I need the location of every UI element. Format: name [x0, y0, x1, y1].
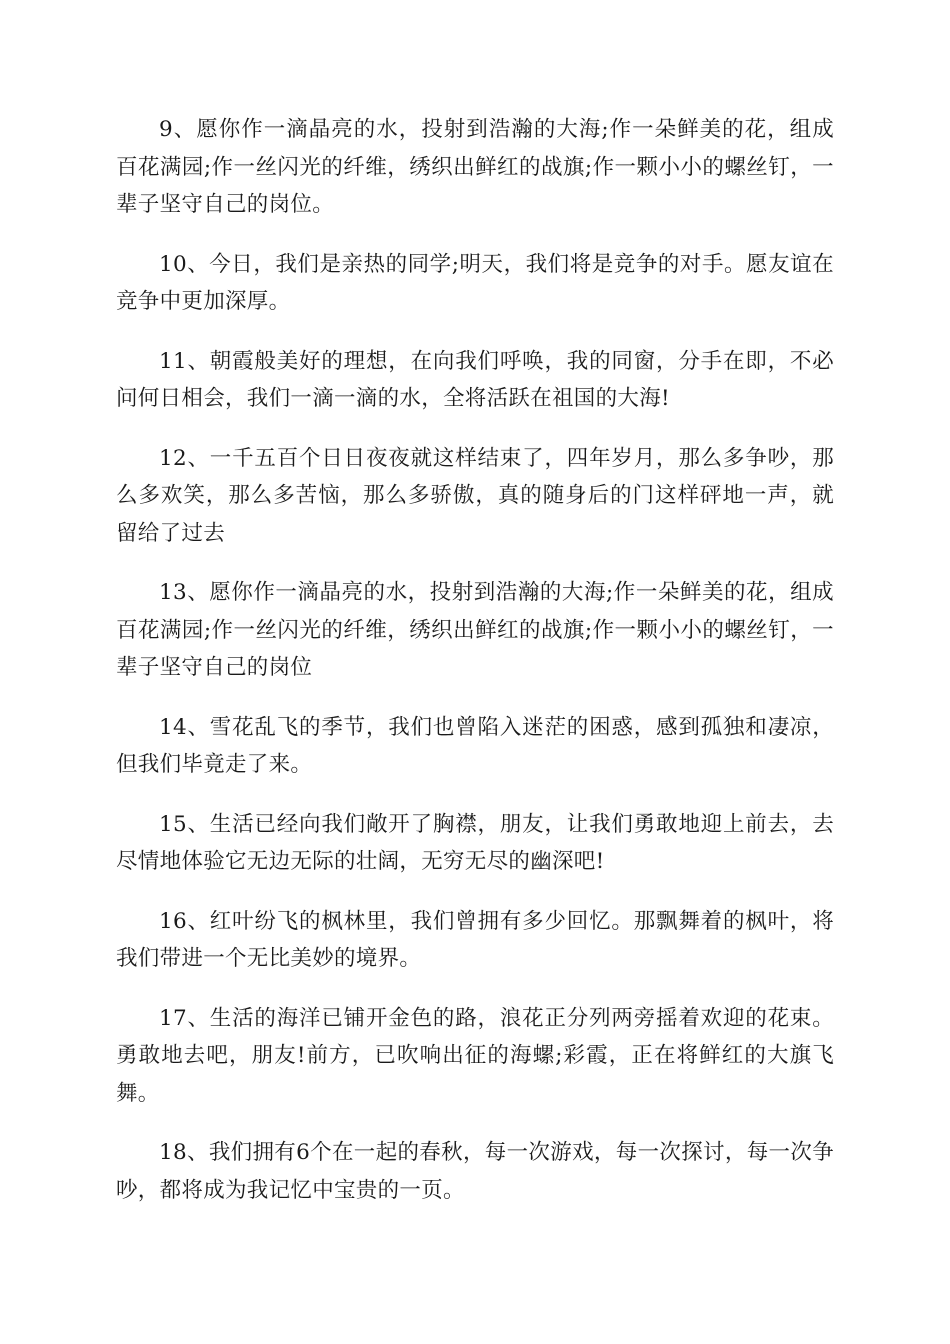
paragraph-15: 15、生活已经向我们敞开了胸襟，朋友，让我们勇敢地迎上前去，去尽情地体验它无边无际的壮阔，无穷无尽的幽深吧!	[116, 811, 834, 874]
paragraph-11: 11、朝霞般美好的理想，在向我们呼唤，我的同窗，分手在即，不必问何日相会，我们一滴一滴的水，全将活跃在祖国的大海!	[116, 348, 834, 411]
paragraph-9: 9、愿你作一滴晶亮的水，投射到浩瀚的大海;作一朵鲜美的花，组成百花满园;作一丝闪光的纤维，绣织出鲜红的战旗;作一颗小小的螺丝钉，一辈子坚守自己的岗位。	[116, 117, 834, 217]
paragraph-12: 12、一千五百个日日夜夜就这样结束了，四年岁月，那么多争吵，那么多欢笑，那么多苦恼，那么多骄傲，真的随身后的门这样砰地一声，就留给了过去	[116, 445, 834, 546]
paragraph-14: 14、雪花乱飞的季节，我们也曾陷入迷茫的困惑，感到孤独和凄凉，但我们毕竟走了来。	[116, 714, 834, 777]
paragraph-16: 16、红叶纷飞的枫林里，我们曾拥有多少回忆。那飘舞着的枫叶，将我们带进一个无比美妙的境界。	[116, 908, 834, 971]
paragraph-10: 10、今日，我们是亲热的同学;明天，我们将是竞争的对手。愿友谊在竞争中更加深厚。	[116, 251, 834, 314]
paragraph-18: 18、我们拥有6个在一起的春秋，每一次游戏，每一次探讨，每一次争吵，都将成为我记忆中宝贵的一页。	[116, 1140, 834, 1203]
paragraph-17: 17、生活的海洋已铺开金色的路，浪花正分列两旁摇着欢迎的花束。勇敢地去吧，朋友!前方，已吹响出征的海螺;彩霞，正在将鲜红的大旗飞舞。	[116, 1005, 834, 1106]
paragraph-13: 13、愿你作一滴晶亮的水，投射到浩瀚的大海;作一朵鲜美的花，组成百花满园;作一丝闪光的纤维，绣织出鲜红的战旗;作一颗小小的螺丝钉，一辈子坚守自己的岗位	[116, 580, 834, 680]
